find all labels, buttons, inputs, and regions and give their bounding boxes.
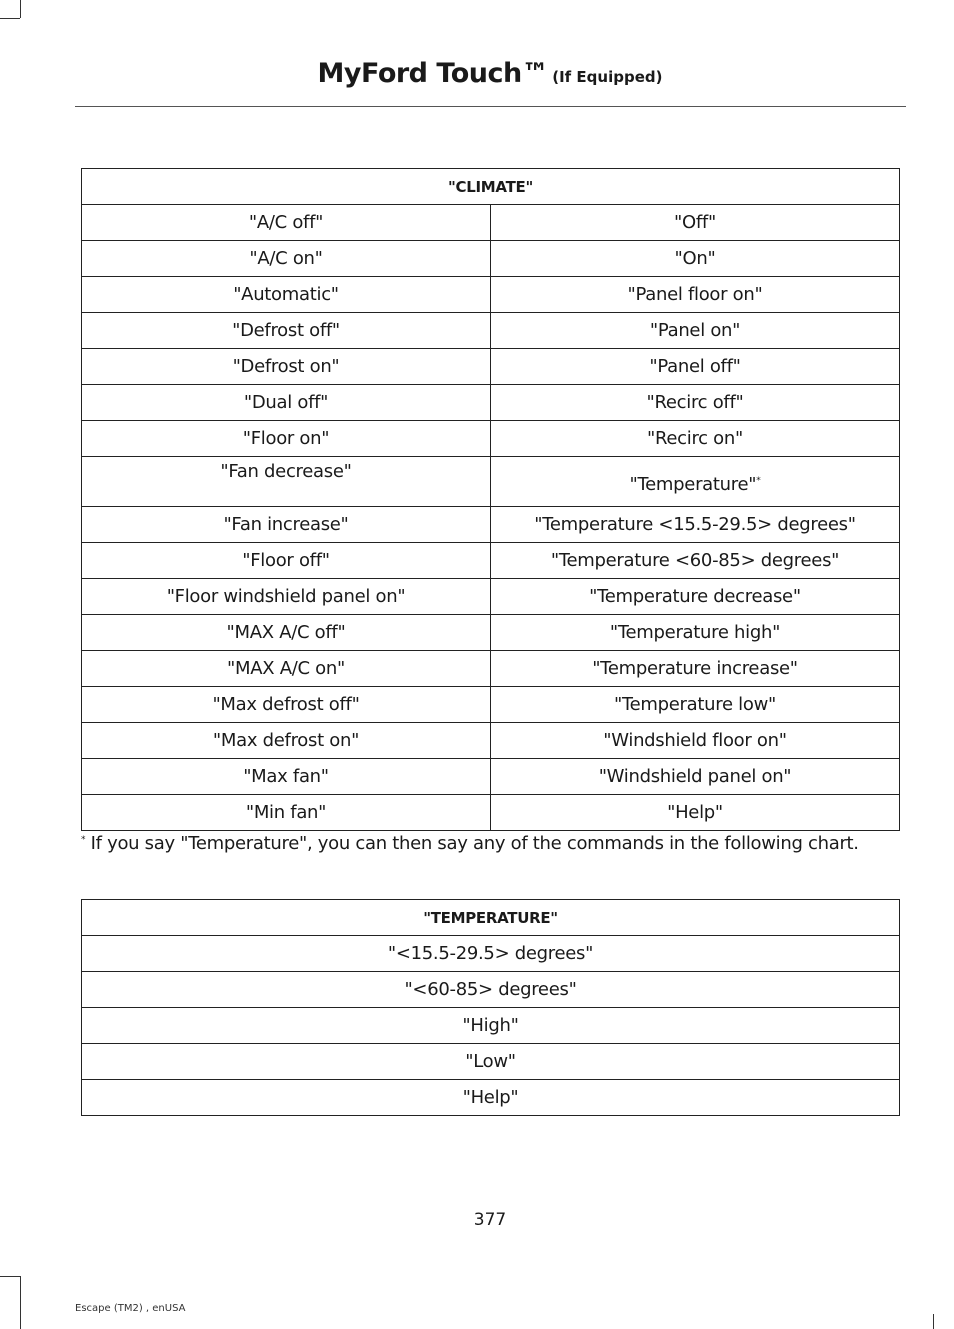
- page-number: 377: [473, 1210, 507, 1230]
- table-cell: "Panel on": [491, 313, 900, 349]
- table-cell: "Defrost on": [82, 349, 491, 385]
- table-cell: "Help": [491, 795, 900, 831]
- table-row: [82, 313, 900, 349]
- table-cell: "Temperature decrease": [491, 579, 900, 615]
- table-header-row: [82, 169, 900, 205]
- table-cell: "Max defrost on": [82, 723, 491, 759]
- table-cell: "Panel floor on": [491, 277, 900, 313]
- table-cell: "Dual off": [82, 385, 491, 421]
- header-divider: [75, 106, 906, 107]
- table-row: [82, 1044, 900, 1080]
- footnote-marker: *: [81, 835, 86, 845]
- table-cell: "Temperature increase": [491, 651, 900, 687]
- crop-mark: [0, 1276, 20, 1277]
- table-row: [82, 972, 900, 1008]
- table-cell: "Fan decrease": [82, 457, 491, 507]
- table-cell: "Windshield floor on": [491, 723, 900, 759]
- temperature-commands-table: [81, 899, 900, 1116]
- crop-mark: [933, 1314, 934, 1329]
- table-row: [82, 421, 900, 457]
- table-cell: "Off": [491, 205, 900, 241]
- table-row: [82, 277, 900, 313]
- table-cell: "Floor on": [82, 421, 491, 457]
- table-cell: "Automatic": [82, 277, 491, 313]
- table-row: [82, 723, 900, 759]
- table-cell: "On": [491, 241, 900, 277]
- crop-mark: [20, 1276, 21, 1329]
- table-cell: "Low": [82, 1044, 900, 1080]
- table-row: [82, 615, 900, 651]
- table-cell: [491, 457, 900, 507]
- table-cell: "Defrost off": [82, 313, 491, 349]
- page-subtitle: (If Equipped): [552, 68, 663, 86]
- table-cell: "MAX A/C on": [82, 651, 491, 687]
- footnote-text: If you say "Temperature", you can then say any of the commands in the following chart.: [90, 833, 859, 854]
- table-row: [82, 651, 900, 687]
- table-cell: "MAX A/C off": [82, 615, 491, 651]
- table-cell: "Floor off": [82, 543, 491, 579]
- table-cell: "<60-85> degrees": [82, 972, 900, 1008]
- crop-mark: [20, 0, 21, 18]
- edition-label: Escape (TM2) , enUSA: [75, 1303, 186, 1314]
- table-cell: "Temperature low": [491, 687, 900, 723]
- table-cell: "Recirc off": [491, 385, 900, 421]
- table-header-row: [82, 900, 900, 936]
- table-cell: "Temperature <60-85> degrees": [491, 543, 900, 579]
- table-row: [82, 349, 900, 385]
- table-row: [82, 543, 900, 579]
- table-row: [82, 795, 900, 831]
- table-cell: "Max defrost off": [82, 687, 491, 723]
- temperature-table-heading: "TEMPERATURE": [82, 900, 900, 936]
- table-cell: "Windshield panel on": [491, 759, 900, 795]
- table-row: [82, 1008, 900, 1044]
- footnote: [81, 833, 911, 854]
- table-cell-text: "Temperature": [629, 474, 757, 495]
- table-row: [82, 457, 900, 507]
- climate-commands-table: [81, 168, 900, 831]
- table-row: [82, 1080, 900, 1116]
- climate-table-heading: "CLIMATE": [82, 169, 900, 205]
- table-cell: "Min fan": [82, 795, 491, 831]
- table-row: [82, 579, 900, 615]
- table-cell: "Help": [82, 1080, 900, 1116]
- table-cell: "Temperature <15.5-29.5> degrees": [491, 507, 900, 543]
- table-row: [82, 385, 900, 421]
- table-cell: "A/C on": [82, 241, 491, 277]
- table-row: [82, 687, 900, 723]
- table-cell: "<15.5-29.5> degrees": [82, 936, 900, 972]
- table-cell: "Floor windshield panel on": [82, 579, 491, 615]
- table-cell: "Recirc on": [491, 421, 900, 457]
- table-cell: "A/C off": [82, 205, 491, 241]
- page-header: [0, 58, 954, 89]
- table-cell: "Panel off": [491, 349, 900, 385]
- table-cell: "Temperature high": [491, 615, 900, 651]
- crop-mark: [0, 18, 20, 19]
- table-cell: "High": [82, 1008, 900, 1044]
- table-row: [82, 759, 900, 795]
- footnote-marker: *: [756, 476, 761, 486]
- table-row: [82, 507, 900, 543]
- table-row: [82, 241, 900, 277]
- table-row: [82, 205, 900, 241]
- page-title: MyFord Touch™: [317, 58, 549, 89]
- table-row: [82, 936, 900, 972]
- table-cell: "Max fan": [82, 759, 491, 795]
- table-cell: "Fan increase": [82, 507, 491, 543]
